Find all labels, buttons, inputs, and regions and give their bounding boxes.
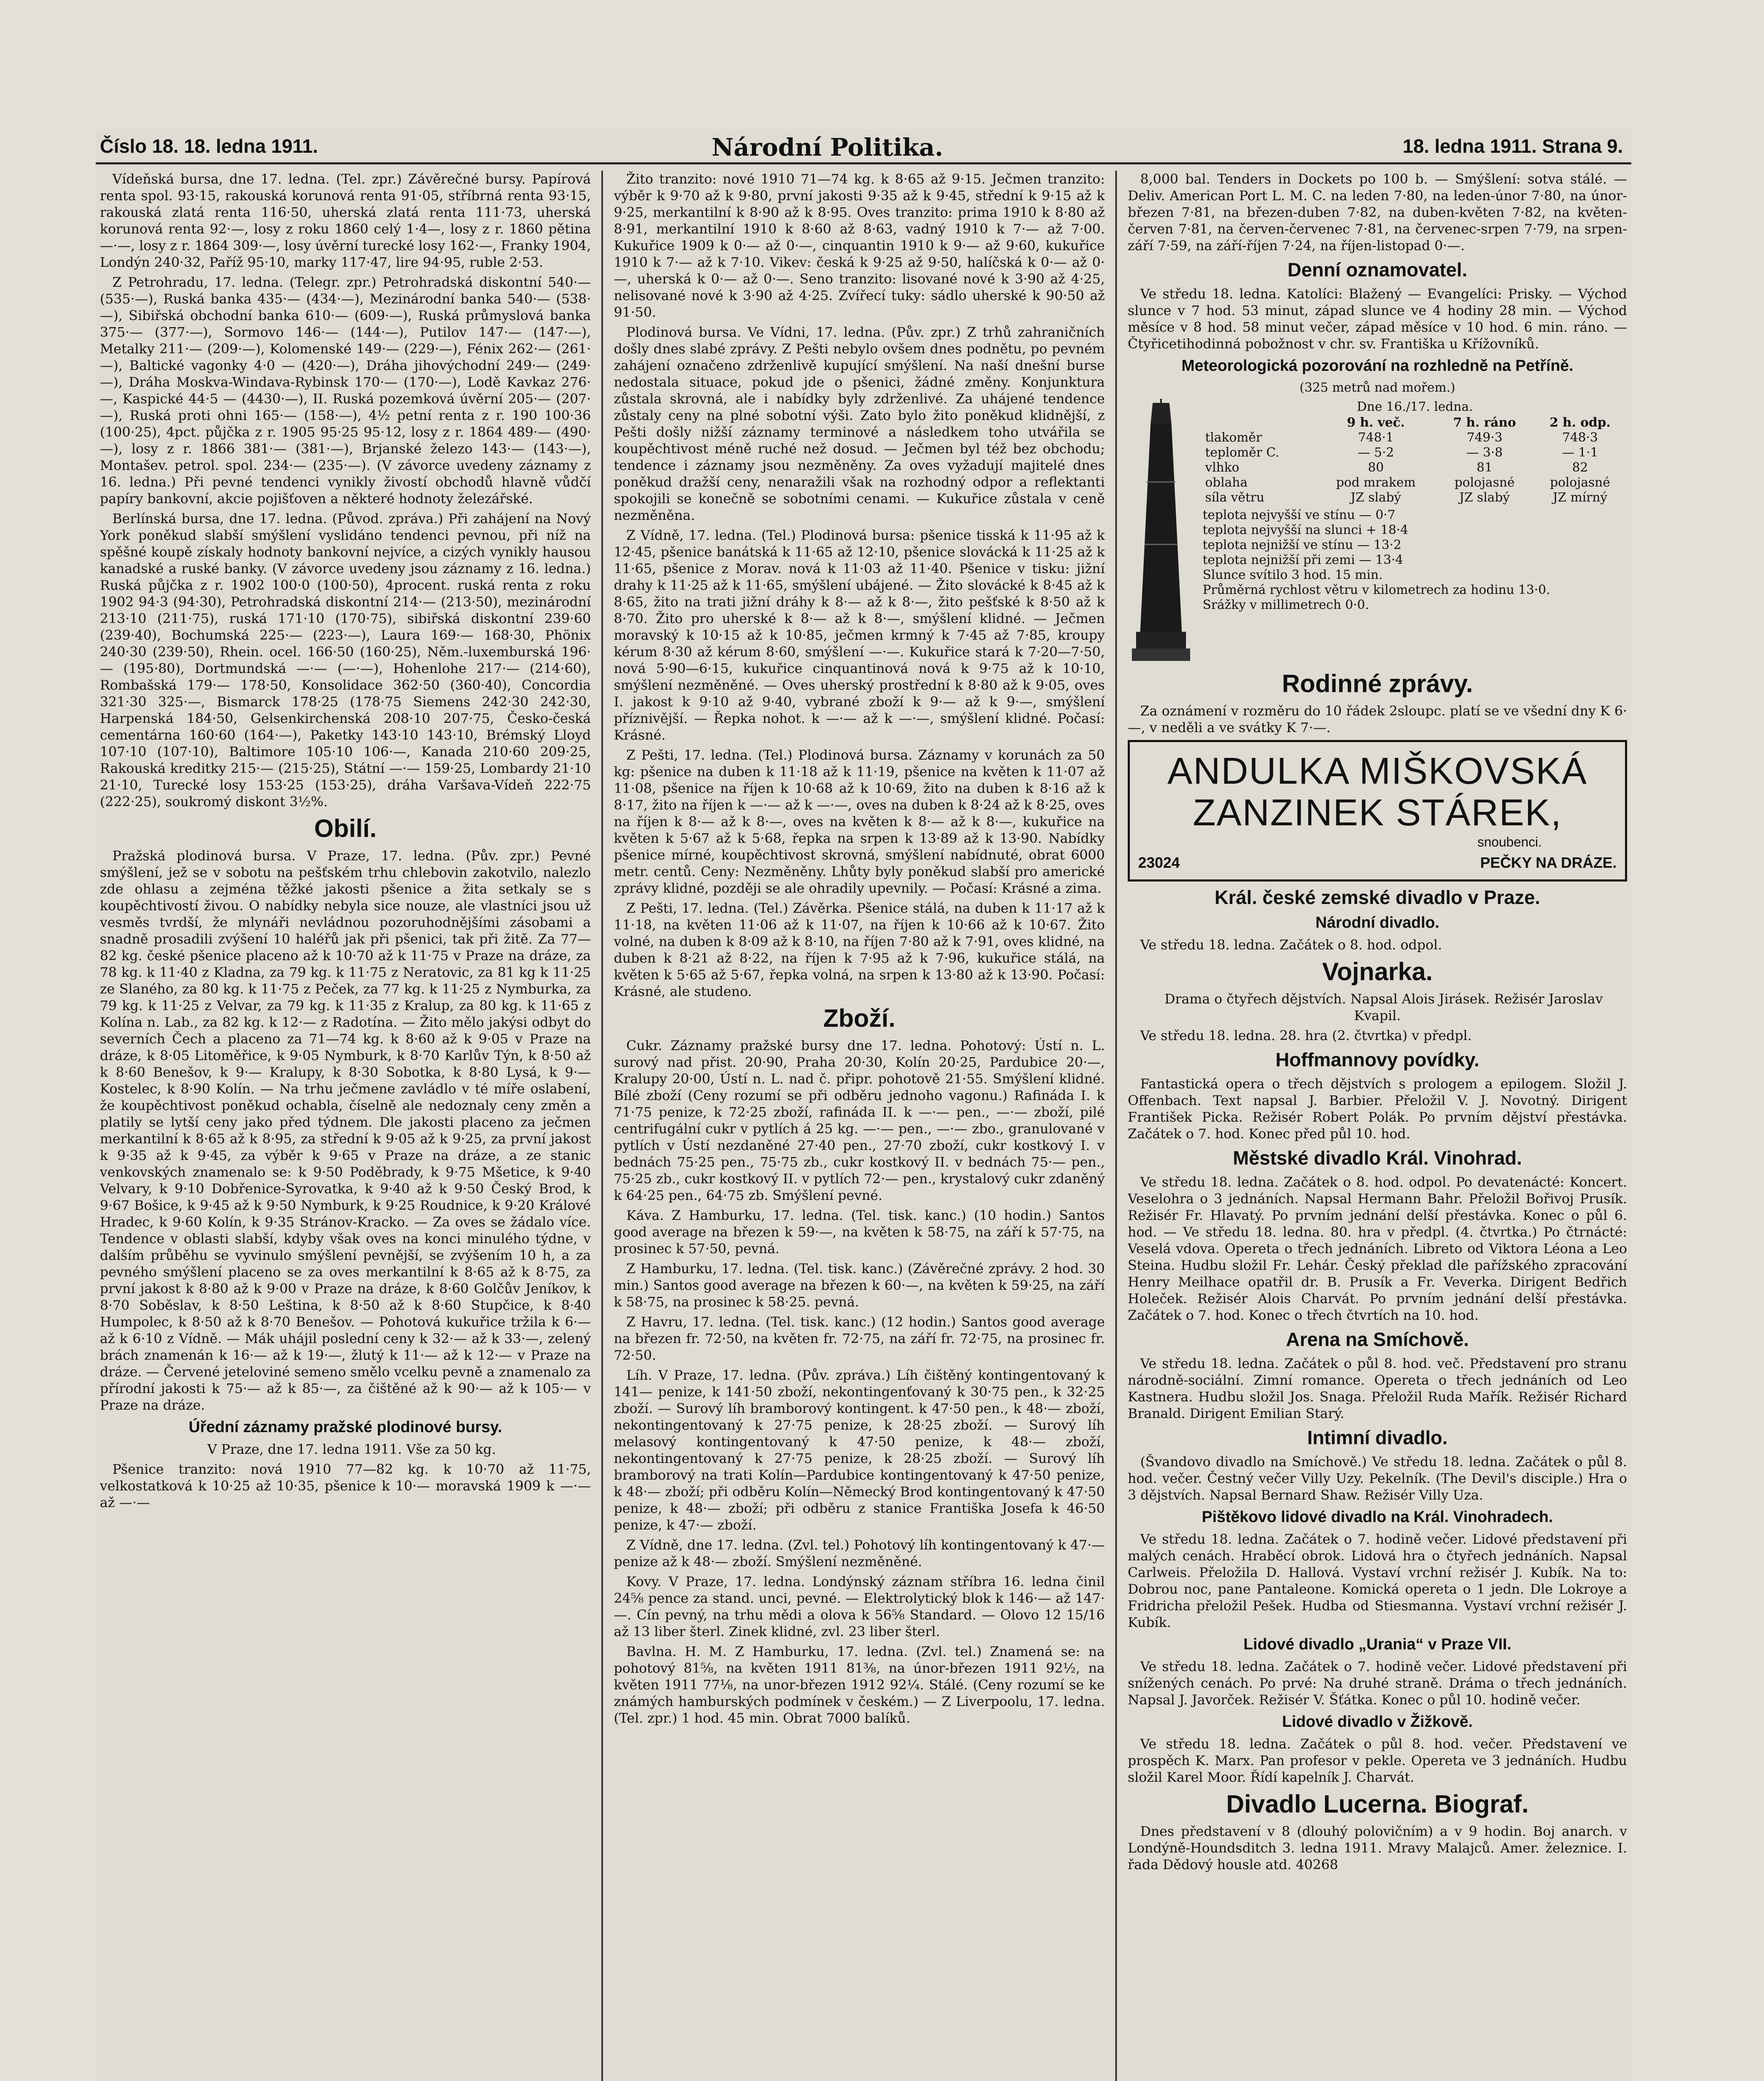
article-vienna-bourse: Vídeňská bursa, dne 17. ledna. (Tel. zpr.) Závěrečné bursy. Papírová renta spol. 93·15, rakouská korunová renta 91·05, stříbrná renta 93·15, rakouská zlatá renta 116·50, uherská zlatá renta 111·73, uherská korunová renta 92·—, losy z roku 1860 celý 1·4—, losy z r. 1860 pětina —·—, losy z r. 1864 309·—, losy úvěrní turecké losy 162·—, Franky 1904, Londýn 240·32, Paříž 95·10, marky 117·47, lire 94·95, ruble 2·53. [100, 171, 591, 270]
issue-number: Číslo 18. 18. ledna 1911. [100, 135, 318, 157]
newspaper-page [96, 129, 1631, 2081]
page-header [96, 129, 1631, 164]
meteo-col: 7 h. ráno [1453, 415, 1516, 430]
meteo-extra: Slunce svítilo 3 hod. 15 min. [1203, 568, 1383, 582]
heading-lucerna: Divadlo Lucerna. Biograf. [1226, 1790, 1529, 1818]
meteo-extra: teplota nejnižší ve stínu — 13·2 [1203, 538, 1402, 552]
meteo-extra: teplota nejnižší při zemi — 13·4 [1203, 553, 1403, 567]
article-petersburg: Z Petrohradu, 17. ledna. (Telegr. zpr.) Petrohradská diskontní 540·— (535·—), Ruská banka 435·— (434·—), Mezinárodní banka 540·— (538·—), Sibiřská obchodní banka 610·— (609·—), Ruská průmyslová banka 375·— (377·—), Sormovo 146·— (144·—), Putilov 147·— (147·—), Metalky 211·— (209·—), Kolomenské 149·— (229·—), Fénix 262·— (261·—), Baltické vagonky 4·0 — (420·—), Dráha jihovýchodní 249·— (249·—), Dráha Moskva-Windava-Rybinsk 170·— (170·—), Lodě Kavkaz 276·—, Kaspické 44·5 — (4430·—), II. Ruská pozemková úvěrní 205·— (207·—), Ruská proti ohni 165·— (158·—), 4½ petní renta z r. 190 100·36 (100·25), 4pct. půjčka z r. 1905 95·25 95·12, losy z r. 1864 489·— (490·—), losy z r. 1866 381·— (381·—), Brjanské železo 143·— (143·—), Montašev. petrol. spol. 234·— (235·—). (V závorce uvedeny záznamy z 16. ledna.) Při pevné tendenci vynikly živostí obchodů hlavně vůdčí papíry bankovní, akcie pojišťoven a některé hodnoty železářské. [100, 274, 591, 507]
meteo-cell: 748·3 [1562, 430, 1598, 445]
heading-zizkov: Lidové divadlo v Žižkově. [1282, 1713, 1473, 1731]
pistek-desc: Ve středu 18. ledna. Začátek o 7. hodině večer. Lidové představení při malých cenách. Hraběcí obrok. Lidová hra o čtyřech jednáních. Napsal Carlweis. Přeložila D. Hallová. Vystaví vrchní režisér J. Kubík. Na to: Dobrou noc, pane Pantaleone. Komická opereta o 1 jedn. Dle Lokroye a Fridricha přeložil Pešek. Hudba od Stiesmanna. Vystaví vrchní režisér J. Kubík. [1128, 1531, 1627, 1630]
official-date: V Praze, dne 17. ledna 1911. Vše za 50 kg. [207, 1441, 496, 1457]
meteo-cell: JZ mírný [1553, 490, 1608, 505]
heading-pistek-theatre: Pištěkovo lidové divadlo na Král. Vinohradech. [1202, 1508, 1553, 1526]
meteo-row [1203, 490, 1627, 505]
heading-intimate-theatre: Intimní divadlo. [1307, 1427, 1448, 1448]
ad-subtitle: snoubenci. [1477, 834, 1542, 849]
meteo-cell: 748·1 [1358, 430, 1394, 445]
article-coffee-hamburg-close: Z Hamburku, 17. ledna. (Tel. tisk. kanc.) (Závěrečné zprávy. 2 hod. 30 min.) Santos good average na březen k 60·—, na květen k 59·25, na září k 58·75, na prosinec k 58·25. pevná. [614, 1261, 1105, 1310]
meteo-cell: — 3·8 [1466, 445, 1503, 460]
ad-place: PEČKY NA DRÁZE. [1480, 854, 1617, 871]
article-pest: Z Pešti, 17. ledna. (Tel.) Plodinová bursa. Záznamy v korunách za 50 kg: pšenice na duben k 11·18 až k 11·19, pšenice na květen k 11·07 až 11·08, pšenice na říjen k 10·68 až k 10·69, žito na duben k 8·16 až k 8·17, žito na říjen k —·— až k —·—, oves na duben k 8·24 až k 8·25, oves na říjen k 8·— až k 8·—, oves na květen k 8·— až k 8·—, kukuřice na květen k 5·67 až k 5·68, řepka na srpen k 13·89 až k 13·90. Nabídky pšenice mírné, koupěchtivost skrovná, smýšlení nabídnuté, obrat 6000 metr. centů. Ceny: Nezměněny. Lhůty byly poněkud slabší pro americké zprávy klidné, později se ale ohradily upevnily. — Počasí: Krásné a zima. [614, 747, 1105, 896]
family-news-rates: Za oznámení v rozměru do 10 řádek 2sloupc. platí se ve všední dny K 6·—, v neděli a ve svátky K 7·—. [1128, 703, 1627, 735]
meteo-col: 2 h. odp. [1549, 415, 1611, 430]
heading-urania: Lidové divadlo „Urania“ v Praze VII. [1243, 1636, 1512, 1653]
heading-vojnarka: Vojnarka. [1322, 958, 1433, 986]
cotton-continued: 8,000 bal. Tenders in Dockets po 100 b. — Smýšlení: sotva stálé. — Deliv. American Port L. M. C. na leden 7·80, na leden-únor 7·80, na únor-březen 7·81, na březen-duben 7·82, na duben-květen 7·82, na květen-červen 7·81, na červen-červenec 7·81, na červenec-srpen 7·79, na srpen-září 7·59, na září-říjen 7·24, na říjen-listopad 0·—. [1128, 171, 1627, 253]
column-2 [614, 171, 1105, 2081]
ad-name-2: ZANZINEK STÁREK, [1193, 792, 1562, 834]
section-heading-goods: Zboží. [823, 1004, 896, 1032]
meteo-table [1203, 415, 1627, 505]
meteo-label: teploměr C. [1205, 445, 1280, 460]
heading-national-theatre: Národní divadlo. [1315, 914, 1439, 931]
section-heading-grain: Obilí. [314, 815, 377, 842]
article-cotton: Bavlna. H. M. Z Hamburku, 17. ledna. (Zvl. tel.) Znamená se: na pohotový 81⅝, na květen 1911 81⅜, na únor-březen 1911 92½, na květen 1911 77⅛, na unor-březen 1912 92¼. Stálé. (Ceny rozumí se ke známých hamburských podmínek v českém.) — Z Liverpoolu, 17. ledna. (Tel. zpr.) 1 hod. 45 min. Obrat 7000 balíků. [614, 1644, 1105, 1726]
masthead: Národní Politika. [712, 133, 943, 161]
ad-code: 23024 [1138, 854, 1180, 871]
article-pest-close: Z Pešti, 17. ledna. (Tel.) Závěrka. Pšenice stálá, na duben k 11·17 až k 11·18, na květen 11·06 až k 11·07, na říjen k 10·66 až k 10·67. Žito volné, na duben k 8·09 až k 8·10, na říjen 7·80 až k 7·91, oves klidné, na duben k 8·21 až 8·22, na říjen k 7·95 až k 7·96, kukuřice stálá, na květen k 5·65 až 5·67, řepka volná, na srpen k 13·80 až k 13·90. Počasí: Krásné, ale studeno. [614, 900, 1105, 999]
lucerna-desc: Dnes představení v 8 (dlouhý polovičním) a v 9 hodin. Boj anarch. v Londýně-Houndsditch 3. ledna 1911. Mravy Malajců. Amer. železnice. I. řada Dědový housle atd. 40268 [1128, 1823, 1627, 1872]
meteo-row [1203, 475, 1627, 490]
heading-meteorology: Meteorologická pozorování na rozhledně na Petříně. [1181, 357, 1573, 375]
meteo-block [1128, 399, 1627, 665]
heading-family-news: Rodinné zprávy. [1282, 670, 1473, 698]
article-sugar: Cukr. Záznamy pražské bursy dne 17. ledna. Pohotový: Ústí n. L. surový nad přist. 20·90, Praha 20·30, Kolín 20·25, Pardubice 20·—, Kralupy 20·00, Ústí n. L. nad č. připr. pohotově 21·55. Smýšlení klidné. Bílé zboží (Ceny rozumí se při odběru jednoho vagonu.) Rafináda I. k 71·75 penize, k 72·25 zboží, rafináda II. k —·— pen., —·— zboží, pilé centrifugální cukr v pytlích á 25 kg. —·— pen., —·— zbo., granulované v pytlích v Ústí nezdaněné 27·40 pen., 27·70 zboží, cukr kostkový I. v bednách 75·25 pen., 75·75 zb., cukr kostkový II. v bednách 75·— pen., 75·25 zb., cukr kostkový II. v pytlích 72·— pen., krystalový cukr zdaněný k 64·25 pen., 64·75 zb. Smýšlení pevné. [614, 1038, 1105, 1203]
engagement-announcement [1128, 740, 1627, 882]
meteo-extra: Srážky v millimetrech 0·0. [1203, 598, 1369, 612]
meteo-cell: polojasné [1550, 475, 1610, 490]
meteo-cell: JZ slabý [1350, 490, 1401, 505]
meteo-extra: Průměrná rychlost větru v kilometrech za hodinu 13·0. [1203, 583, 1550, 597]
hoffmann-desc: Fantastická opera o třech dějstvích s prologem a epilogem. Složil J. Offenbach. Text napsal J. Barbier. Přeložil V. J. Novotný. Dirigent František Picka. Režisér Robert Polák. Po prvním dějství přestávka. Začátek o 7. hod. Konec před půl 10. hod. [1128, 1076, 1627, 1142]
meteo-label: vlhko [1205, 460, 1240, 475]
meteo-row [1203, 460, 1627, 475]
national-theatre-time: Ve středu 18. ledna. Začátek o 8. hod. odpol. [1140, 937, 1442, 953]
urania-desc: Ve středu 18. ledna. Začátek o 7. hodině večer. Lidové představení při snížených cenách. Po prvé: Na druhé straně. Dráma o třech jednáních. Napsal J. Javorček. Režisér V. Šťátka. Konec o půl 10. hodině večer. [1128, 1659, 1627, 1708]
meteo-cell: JZ slabý [1459, 490, 1510, 505]
hoffmann-time: Ve středu 18. ledna. 28. hra (2. čtvrtka) v předpl. [1140, 1028, 1472, 1043]
meteo-cell: — 5·2 [1357, 445, 1394, 460]
meteo-label: oblaha [1205, 475, 1248, 490]
meteo-label: tlakoměr [1205, 430, 1262, 445]
meteo-altitude: (325 metrů nad mořem.) [1299, 380, 1456, 395]
intimate-desc: (Švandovo divadlo na Smíchově.) Ve středu 18. ledna. Začátek o půl 8. hod. večer. Čestný večer Villy Uzy. Pekelník. (The Devil's disciple.) Hra o 3 dějstvích. Napsal Bernard Shaw. Režisér Villy Uza. [1128, 1454, 1627, 1503]
meteo-cell: pod mrakem [1336, 475, 1416, 490]
meteo-cell: 749·3 [1466, 430, 1503, 445]
zizkov-desc: Ve středu 18. ledna. Začátek o půl 8. hod. večer. Představení ve prospěch K. Marx. Pan profesor v pekle. Opereta ve 3 jednáních. Hudbu složil Karel Moor. Řídí kapelník J. Charvát. [1128, 1736, 1627, 1785]
heading-royal-theatre: Král. české zemské divadlo v Praze. [1214, 887, 1541, 908]
petrin-tower-illustration [1128, 399, 1194, 665]
meteo-row [1203, 445, 1627, 460]
heading-vinohrady-theatre: Městské divadlo Král. Vinohrad. [1233, 1147, 1522, 1169]
vinohrady-desc: Ve středu 18. ledna. Začátek o 8. hod. odpol. Po devatenácté: Koncert. Veselohra o 3 jednáních. Napsal Hermann Bahr. Přeložil Bořivoj Prusík. Režisér Fr. Hlavatý. Po prvním jednání delší přestávka. Konec o půl 6. hod. — Ve středu 18. ledna. 80. hra v předpl. (4. čtvrtka.) Po čtrnácté: Veselá vdova. Opereta o třech jednáních. Libreto od Viktora Léona a Leo Steina. Hudbu složil Fr. Lehár. Český překlad dle pařížského zpracování Henry Meilhace opatřil dr. B. Prusík a Fr. Veverka. Dirigent Bedřich Holeček. Režisér Alois Charvát. Po prvním jednání delší přestávka. Začátek o 7. hod. Konec o třech čtvrtích na 10. hod. [1128, 1174, 1627, 1323]
column-3 [1128, 171, 1627, 2081]
meteo-cell: — 1·1 [1562, 445, 1598, 460]
article-coffee-hamburg: Káva. Z Hamburku, 17. ledna. (Tel. tisk. kanc.) (10 hodin.) Santos good average na březen k 59·—, na květen k 58·75, na září k 57·75, na prosinec k 57·50, pevná. [614, 1207, 1105, 1257]
meteo-date: Dne 16./17. ledna. [1357, 400, 1473, 414]
meteo-cell: 81 [1476, 460, 1493, 475]
arena-desc: Ve středu 18. ledna. Začátek o půl 8. hod. več. Představení pro stranu národně-sociální. Zimní romance. Opereta o třech jednáních od Leo Kastnera. Hudbu složil Jos. Snaga. Přeložil Ruda Mařík. Režisér Richard Branald. Dirigent Emilian Starý. [1128, 1356, 1627, 1421]
article-vienna-produce: Plodinová bursa. Ve Vídni, 17. ledna. (Pův. zpr.) Z trhů zahraničních došly dnes slabé zprávy. Z Pešti nebylo ovšem dnes podnětu, po pevném zahájení označeno zdrženlivě kupující smýšlení. Na naší dnešní burse nedostala situace, pokud jde o pšenici, žádné změny. Konjunktura zůstala skrovná, ale i nabídky byly zdrženlivé. Za uhájené tendence zůstaly ceny na plné sobotní výši. Zato bylo žito poněkud klidnější, z Pešti došly nižší záznamy terminové a následkem toho utvářila se koupěchtivost méně ruché než dosud. — Ječmen byl též bez obchodu; tendence i záznamy jsou nezměněny. Za oves vyžadují majitelé dnes poněkud dražší ceny, nenaražili však na rozhodný odpor a reflektanti spokojili se konečně se sobotními cenami. — Kukuřice zůstala v ceně nezměněna. [614, 324, 1105, 523]
article-berlin-bourse: Berlínská bursa, dne 17. ledna. (Původ. zpráva.) Při zahájení na Nový York poněkud slabší smýšlení vyslidáno tendenci pevnou, při níž na spěšné koupě získaly hodnoty bankovní nejvíce, a cizých vynikly hausou kanadské a ruské banky. (V závorce uvedeny jsou záznamy z 16. ledna.) Ruská půjčka z r. 1902 100·0 (100·50), 4procent. ruská renta z roku 1902 94·3 (94·30), Petrohradská diskontní 214·— (213·50), mezinárodní 213·10 (211·75), ruská 171·10 (170·75), sibiřská diskontní 239·60 (239·40), Bochumská 225·— (223·—), Laura 169·— 168·30, Phönix 240·30 (239·50), Rhein. ocel. 166·50 (160·25), Něm.-luxemburská 196·— (195·80), Dortmundská —·— (—·—), Hohenlohe 217·— (214·60), Rombašská 179·— 178·50, Konsolidace 362·50 (360·40), Concordia 321·30 325·—, Bismarck 178·25 (178·75 Siemens 242·30 242·30, Harpenská 184·50, Gelsenkirchenská 208·10 207·75, Česko-česká cementárna 160·60 (164·—), Paketky 143·10 143·10, Brémský Lloyd 107·10 (107·10), Baltimore 105·10 106·—, Kanada 210·60 209·25, Rakouská kreditky 215·— (215·25), Státní —·— 159·25, Lombardy 21·10 21·10, Turecké losy 153·25 (153·25), dráha Varšava-Vídeň 222·75 (222·25), soukromý diskont 3½%. [100, 511, 591, 810]
article-spirits: Líh. V Praze, 17. ledna. (Pův. zpráva.) Líh čištěný kontingentovaný k 141— penize, k 141·50 zboží, nekontingenťovaný k 30·75 pen., k 32·25 zboží. — Surový líh bramborový kontingent. k 47·50 pen., k 48·— zboží, nekontingentovaný k 27·75 penize, k 28·25 zboží. — Surový líh melasový kontingentovaný k 47·50 penize, k 48·— zboží, nekontingentovaný k 27·75 penize, k 28·25 zboží. — Surový líh bramborový na trati Kolín—Pardubice kontingentovaný k 47·50 penize, k 48·— zboží; při odběru Kolín—Německý Brod kontingentovaný k 47·50 penize, k 48·— zboží; při odběru z stanice Františka Josefa k 46·50 penize, k 47·— zboží. [614, 1367, 1105, 1533]
daily-notices: Ve středu 18. ledna. Katolíci: Blažený — Evangelíci: Prisky. — Východ slunce v 7 hod. 53 minut, západ slunce ve 4 hodiny 28 min. — Východ měsíce v 8 hod. 58 minut večer, západ měsíce v 10 hod. 6 min. ráno. — Čtyřicetihodinná pobožnost v chr. sv. Františka u Křížovníků. [1128, 286, 1627, 352]
article-vienna-tel: Z Vídně, 17. ledna. (Tel.) Plodinová bursa: pšenice tisská k 11·95 až k 12·45, pšenice banátská k 11·65 až 12·10, pšenice slovácká k 11·25 až k 11·65, pšenice z Morav. nová k 11·03 až 11·40. Pšenice v tisku: jižní drahy k 11·25 až k 11·65, smýšlení ubájené. — Žito slovácké k 8·45 až k 8·65, žito na trati jižní dráhy k 8·— až k 8·—, žito pešťské k 8·50 až k 8·70. Žito pro uherské k 8·— až k 8·—, smýšlení klidné. — Ječmen moravský k 10·15 až k 10·85, ječmen krmný k 7·45 až 7·85, kroupy kérum 8·30 až kérum 8·60, smýšlení —·—. Kukuřice stará k 7·20—7·50, nová 5·90—6·15, kukuřice cinquantinová nová k 9·75 až k 10·10, smýšlení nezměněné. — Oves uherský prostřední k 8·80 až k 9·05, oves I. jakost k 9·10 až 9·40, vybrané zboží k 9·— až k 9·—, smýšlení příznivější. — Řepka nohot. k —·— až k —·—, smýšlení klidné. Počasí: Krásné. [614, 527, 1105, 743]
column-rule [1115, 171, 1117, 2081]
page-date: 18. ledna 1911. Strana 9. [1402, 135, 1623, 157]
meteo-col: 9 h. več. [1347, 415, 1405, 430]
article-prague-produce: Pražská plodinová bursa. V Praze, 17. ledna. (Pův. zpr.) Pevné smýšlení, jež se v sobotu na pešťském trhu chlebovin zakotvilo, nalezlo zde ohlasu a zejména těžké jakosti pšenice a žita setkaly se s koupěchtivostí živou. O nabídky nebyla sice nouze, ale vlastníci jsou už vesměs tvrdší, že mlynáři nevládnou pozoruhodnějšími zásobami a snadně prosadili zvýšení 10 haléřů jak při pšenici, tak při žitě. Za 77—82 kg. české pšenice placeno až k 10·70 až k 11·75 v Praze na dráze, za 78 kg. k 11·40 z Kladna, za 79 kg. k 11·75 z Neratovic, za 81 kg k 11·25 ze Slaného, za 80 kg. k 11·75 z Peček, za 77 kg. k 11·25 z Nymburka, za 79 kg. k 11·25 z Velvar, za 79 kg. k 11·35 z Kralup, za 80 kg. k 11·65 z Kolína n. Lab., za 82 kg. k 12·— z Radotína. — Žito mělo jakýsi odbyt do severních Čech a placeno za 71—74 kg. k 8·60 až k 9·05 v Praze na dráze, k 8·05 Litoměřice, k 9·05 Nymburk, k 8·70 Karlův Týn, k 8·50 až k 8·60 Benešov, k 9·— Kralupy, k 8·30 Sobotka, k 8·80 Lysá, k 9·— Kostelec, k 8·90 Kolín. — Na trhu ječmene zavládlo v té míře oslabení, že koupěchtivost poněkud ochabla, číselně ale nedoznaly ceny změn a platily se lytší ceny jako před týdnem. Dle jakosti placeno za ječmen merkantilní k 8·65 až k 8·95, za střední k 9·05 až k 9·25, za první jakost k 9·35 až k 9·45, za výběr k 9·65 v Praze na dráze, a ze stanic venkovských znamenalo se: k 9·50 Poděbrady, k 9·75 Mšetice, k 9·40 Velvary, k 9·10 Dobřenice-Syrovatka, k 9·40 až k 9·50 Český Brod, k 9·67 Bošice, k 9·45 až k 9·50 Nymburk, k 9·25 Roudnice, k 9·20 Králové Hradec, k 9·60 Kolín, k 9·35 Stránov-Kracko. — Za oves se žádalo více. Tendence v oblasti slabší, kdyby však oves na konci minulého týdne, v dalším průběhu se vyvinulo smýšlení pevnější, se zvýšením 10 h, a za pevného smýšlení placeno se za oves merkantilní k 8·65 až k 8·75, za první jakost k 8·80 až k 9·00 v Praze na dráze, k 8·60 Golčův Jeníkov, k 8·70 Soběslav, k 8·50 Leština, k 8·50 až k 8·60 Stupčice, k 8·40 Humpolec, k 8·50 až k 8·70 Benešov. — Pohotová kukuřice tržila k 6·— až k 6·10 z Vídně. — Mák uhájil poslední ceny k 32·— až k 33·—, zelený brách znamenán k 16·— až k 19·—, žlutý k 11·— až k 12·— v Praze na dráze. — Červené jeteloviné semeno smělo vcelku pevně a znamenalo za přírodní jakosti k 75·— až k 85·—, za čištěné až k 90·— až k 105·— v Praze na dráze. [100, 848, 591, 1413]
rye-transit: Žito tranzito: nové 1910 71—74 kg. k 8·65 až 9·15. Ječmen tranzito: výběr k 9·70 až k 9·80, první jakosti 9·35 až k 9·45, střední k 9·15 až k 9·25, merkantilní k 8·90 až k 8·95. Oves tranzito: prima 1910 k 8·80 až 8·91, merkantilní 1910 k 8·60 až 8·63, vadný 1910 k 7·— až 7·00. Kukuřice 1909 k 0·— až 0·—, cinquantin 1910 k 9·— až 9·60, kukuřice 1910 k 7·— až k 7·10. Vikev: česká k 9·25 až 9·50, halíčská k 0·— až 0·—, uherská k 0·— až 0·—. Seno tranzito: lisované nové k 3·90 až 4·25, nelisované nové k 3·90 až 4·25. Zvířecí tuky: sádlo uherské k 90·50 až 91·50. [614, 171, 1105, 320]
meteo-row [1203, 430, 1627, 445]
heading-official-records: Úřední záznamy pražské plodinové bursy. [189, 1418, 502, 1436]
ad-name-1: ANDULKA MIŠKOVSKÁ [1167, 750, 1588, 792]
heading-hoffmann: Hoffmannovy povídky. [1275, 1049, 1479, 1070]
wheat-transit: Pšenice tranzito: nová 1910 77—82 kg. k 10·70 až 11·75, velkostatková k 10·25 až 10·35, pšenice k 10·— moravská 1909 k —·— až —·— [100, 1461, 591, 1510]
article-coffee-havre: Z Havru, 17. ledna. (Tel. tisk. kanc.) (12 hodin.) Santos good average na březen fr. 72·50, na květen fr. 72·75, na září fr. 72·75, na prosinec fr. 72·50. [614, 1314, 1105, 1363]
column-1 [100, 171, 591, 2081]
heading-daily-notices: Denní oznamovatel. [1288, 259, 1467, 281]
meteo-extra: teplota nejvyšší ve stínu — 0·7 [1203, 508, 1396, 522]
column-rule [601, 171, 603, 2081]
meteo-cell: polojasné [1454, 475, 1515, 490]
meteo-cell: 82 [1572, 460, 1588, 475]
meteo-extra: teplota nejvyšší na slunci + 18·4 [1203, 523, 1409, 537]
article-metals: Kovy. V Praze, 17. ledna. Londýnský záznam stříbra 16. ledna činil 24⅝ pence za stand. unci, pevné. — Elektrolytický blok k 146·— až 147·—. Cín pevný, na trhu mědi a olova k 56⅝ Standard. — Olovo 12 15/16 až 13 liber šterl. Zinek klidné, zvl. 23 liber šterl. [614, 1574, 1105, 1639]
meteo-cell: 80 [1368, 460, 1384, 475]
meteo-label: síla větru [1205, 490, 1265, 505]
vojnarka-desc: Drama o čtyřech dějstvích. Napsal Alois Jirásek. Režisér Jaroslav Kvapil. [1164, 991, 1603, 1023]
heading-arena: Arena na Smíchově. [1286, 1329, 1469, 1350]
article-spirits-vienna: Z Vídně, dne 17. ledna. (Zvl. tel.) Pohotový líh kontingentovaný k 47·— penize až k 48·— zboží. Smýšlení nezměněné. [614, 1537, 1105, 1569]
